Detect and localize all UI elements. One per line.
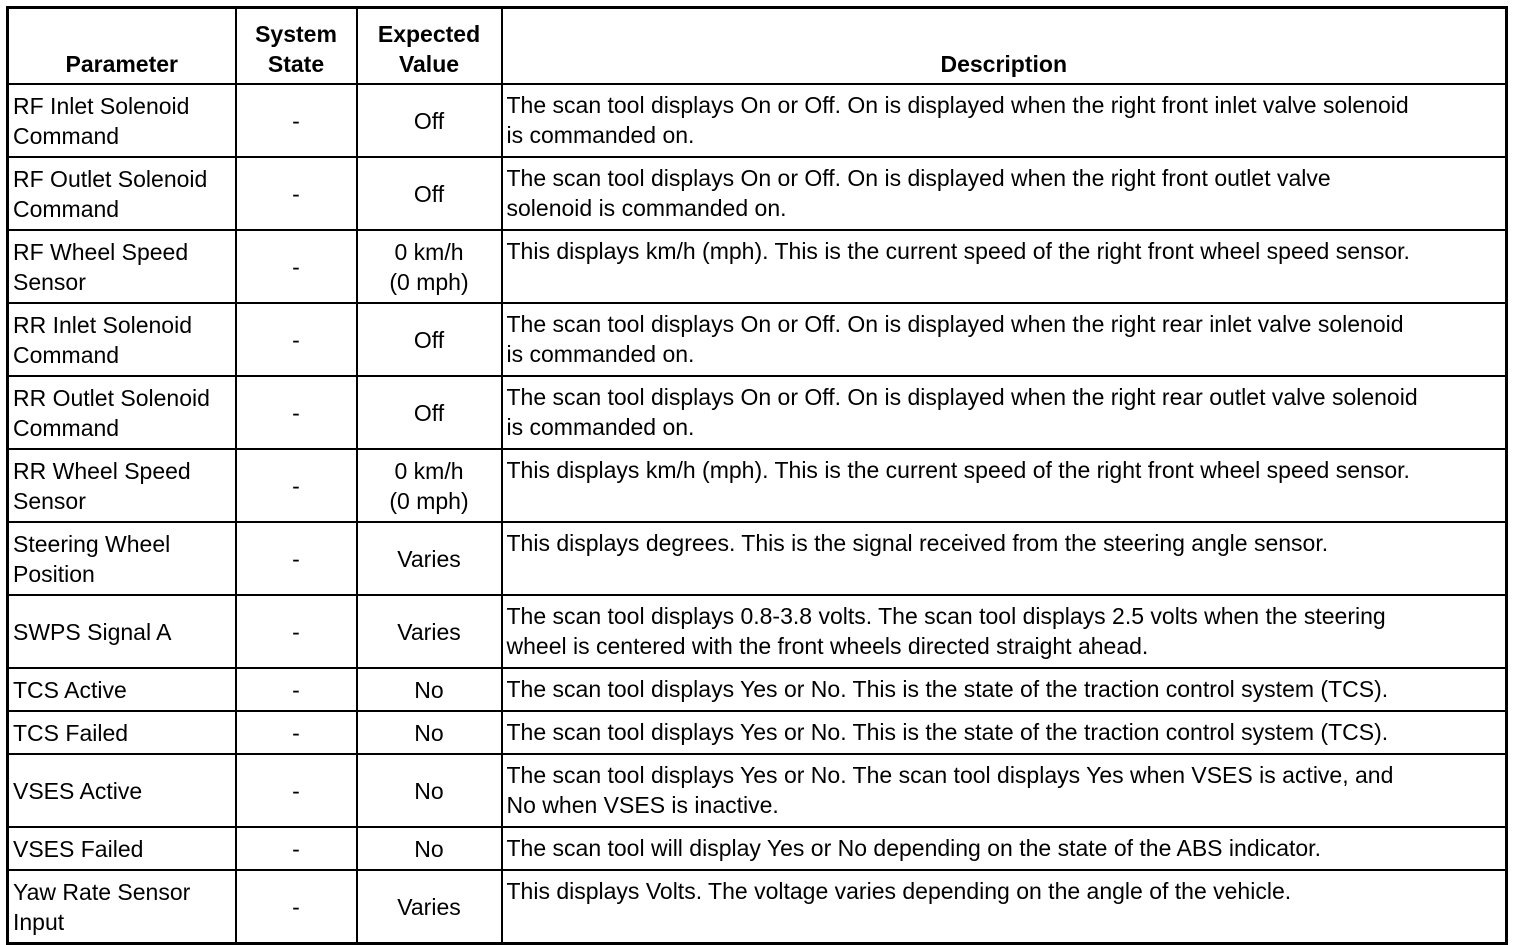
table-row	[8, 157, 1507, 230]
expected-value-cell: Varies	[357, 595, 502, 668]
expected-value-cell: Varies	[357, 522, 502, 595]
description-cell: This displays km/h (mph). This is the current speed of the right front wheel speed sensor.	[502, 230, 1507, 303]
system-state-cell: -	[236, 522, 357, 595]
parameter-cell: RR Outlet Solenoid Command	[8, 376, 236, 449]
system-state-cell: -	[236, 157, 357, 230]
description-cell: The scan tool displays 0.8-3.8 volts. The scan tool displays 2.5 volts when the steering wheel is centered with the front wheels directed straight ahead.	[502, 595, 1507, 668]
table-row	[8, 827, 1507, 870]
description-cell: This displays Volts. The voltage varies depending on the angle of the vehicle.	[502, 870, 1507, 944]
expected-value-cell: Varies	[357, 870, 502, 944]
description-cell: This displays km/h (mph). This is the current speed of the right front wheel speed sensor.	[502, 449, 1507, 522]
system-state-cell: -	[236, 870, 357, 944]
description-cell: The scan tool displays On or Off. On is displayed when the right front outlet valve solenoid is commanded on.	[502, 157, 1507, 230]
parameter-cell: RF Outlet Solenoid Command	[8, 157, 236, 230]
table-row	[8, 449, 1507, 522]
parameter-table	[6, 6, 1508, 945]
description-cell: The scan tool will display Yes or No depending on the state of the ABS indicator.	[502, 827, 1507, 870]
system-state-cell: -	[236, 303, 357, 376]
system-state-cell: -	[236, 595, 357, 668]
system-state-cell: -	[236, 449, 357, 522]
parameter-cell: SWPS Signal A	[8, 595, 236, 668]
expected-value-cell: 0 km/h (0 mph)	[357, 449, 502, 522]
parameter-cell: VSES Active	[8, 754, 236, 827]
description-cell: This displays degrees. This is the signal received from the steering angle sensor.	[502, 522, 1507, 595]
system-state-cell: -	[236, 84, 357, 157]
parameter-cell: Steering Wheel Position	[8, 522, 236, 595]
description-cell: The scan tool displays Yes or No. This is the state of the traction control system (TCS).	[502, 711, 1507, 754]
expected-value-cell: No	[357, 754, 502, 827]
description-cell: The scan tool displays Yes or No. The scan tool displays Yes when VSES is active, and No when VSES is inactive.	[502, 754, 1507, 827]
system-state-cell: -	[236, 827, 357, 870]
system-state-cell: -	[236, 230, 357, 303]
table-row	[8, 754, 1507, 827]
parameter-cell: TCS Active	[8, 668, 236, 711]
parameter-cell: RF Wheel Speed Sensor	[8, 230, 236, 303]
table-row	[8, 668, 1507, 711]
description-cell: The scan tool displays Yes or No. This is the state of the traction control system (TCS).	[502, 668, 1507, 711]
description-cell: The scan tool displays On or Off. On is displayed when the right rear inlet valve solenoid is commanded on.	[502, 303, 1507, 376]
expected-value-cell: No	[357, 668, 502, 711]
expected-value-cell: No	[357, 711, 502, 754]
table-row	[8, 595, 1507, 668]
header-system-state: System State	[236, 8, 357, 85]
table-row	[8, 303, 1507, 376]
expected-value-cell: No	[357, 827, 502, 870]
table-row	[8, 84, 1507, 157]
table-body	[8, 84, 1507, 944]
parameter-cell: VSES Failed	[8, 827, 236, 870]
table-row	[8, 870, 1507, 944]
table-row	[8, 711, 1507, 754]
header-parameter: Parameter	[8, 8, 236, 85]
parameter-cell: RF Inlet Solenoid Command	[8, 84, 236, 157]
parameter-cell: RR Wheel Speed Sensor	[8, 449, 236, 522]
header-row	[8, 8, 1507, 85]
expected-value-cell: 0 km/h (0 mph)	[357, 230, 502, 303]
description-cell: The scan tool displays On or Off. On is displayed when the right front inlet valve solenoid is commanded on.	[502, 84, 1507, 157]
expected-value-cell: Off	[357, 303, 502, 376]
parameter-cell: TCS Failed	[8, 711, 236, 754]
system-state-cell: -	[236, 668, 357, 711]
header-expected-value: Expected Value	[357, 8, 502, 85]
description-cell: The scan tool displays On or Off. On is displayed when the right rear outlet valve solenoid is commanded on.	[502, 376, 1507, 449]
expected-value-cell: Off	[357, 157, 502, 230]
table-row	[8, 230, 1507, 303]
system-state-cell: -	[236, 754, 357, 827]
header-description: Description	[502, 8, 1507, 85]
parameter-cell: RR Inlet Solenoid Command	[8, 303, 236, 376]
table-row	[8, 376, 1507, 449]
system-state-cell: -	[236, 376, 357, 449]
expected-value-cell: Off	[357, 84, 502, 157]
table-row	[8, 522, 1507, 595]
parameter-cell: Yaw Rate Sensor Input	[8, 870, 236, 944]
expected-value-cell: Off	[357, 376, 502, 449]
system-state-cell: -	[236, 711, 357, 754]
